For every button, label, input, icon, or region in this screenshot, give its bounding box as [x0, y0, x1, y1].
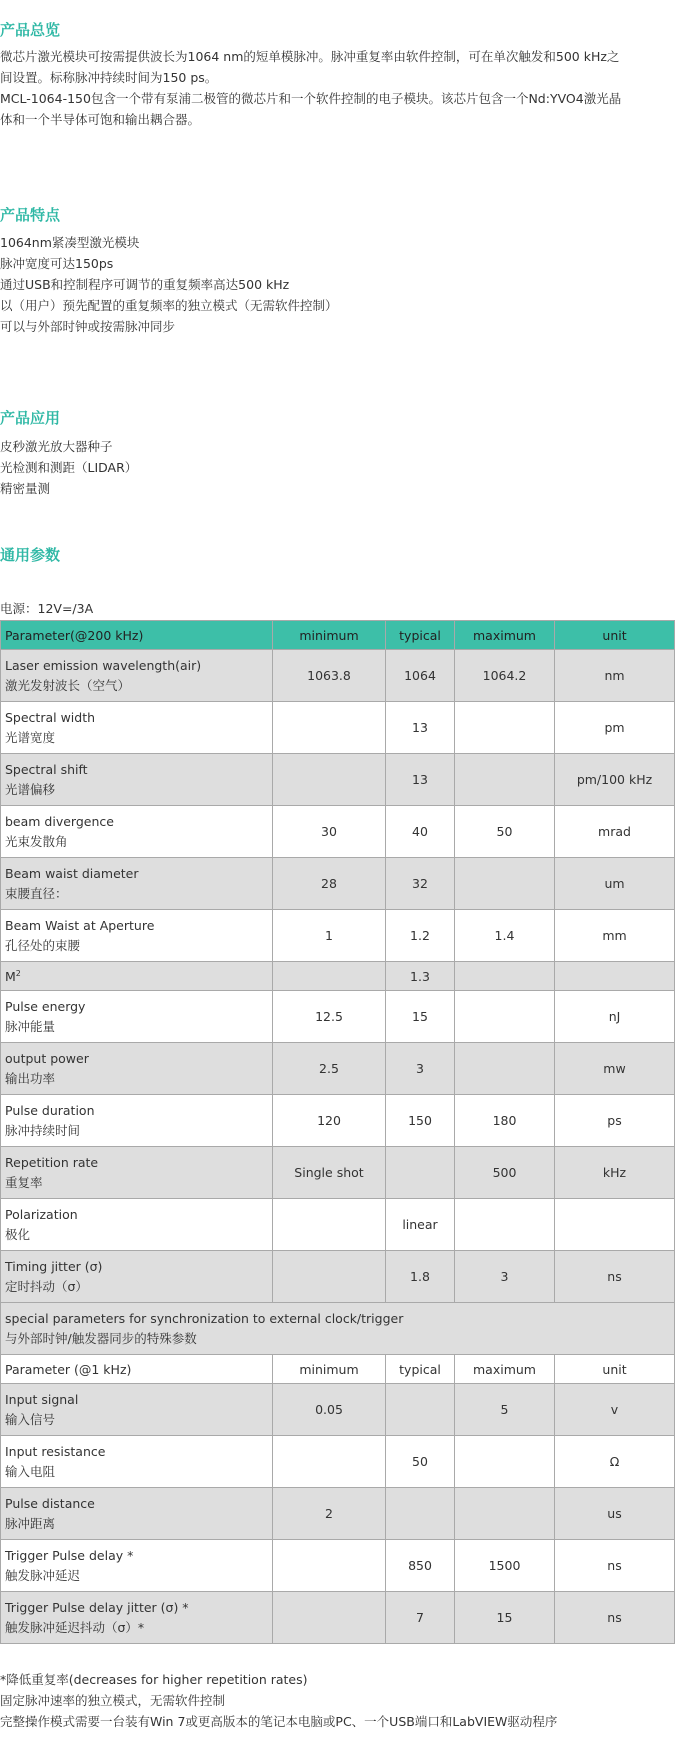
unit-cell: pm/100 kHz [555, 754, 675, 806]
param-name-en [5, 1049, 268, 1069]
param-name-en [5, 1598, 268, 1618]
table-row [1, 1199, 675, 1251]
typical-cell: 1064 [386, 650, 455, 702]
maximum-cell: 3 [455, 1251, 555, 1303]
param-name-cell [1, 702, 273, 754]
param-name-en-text: M [5, 969, 16, 985]
typical-cell [386, 1488, 455, 1540]
header-cell: minimum [273, 621, 386, 650]
typical-cell: 850 [386, 1540, 455, 1592]
feature-item: 可以与外部时钟或按需脉冲同步 [0, 319, 176, 334]
header-cell: maximum [455, 1355, 555, 1384]
unit-cell: nm [555, 650, 675, 702]
power-spec: 电源：12V=/3A [0, 601, 94, 616]
param-name-en-text: Trigger Pulse delay jitter (σ) * [5, 1599, 189, 1615]
unit-cell: nJ [555, 991, 675, 1043]
header-cell: unit [555, 1355, 675, 1384]
typical-cell: 1.2 [386, 910, 455, 962]
unit-cell: mm [555, 910, 675, 962]
param-name-en [5, 760, 268, 780]
minimum-cell [273, 1540, 386, 1592]
param-name-en-text: Pulse energy [5, 998, 86, 1014]
typical-cell: linear [386, 1199, 455, 1251]
header-cell: Parameter(@200 kHz) [1, 621, 273, 650]
param-name-zh: 光束发散角 [5, 833, 68, 849]
unit-cell: ns [555, 1251, 675, 1303]
maximum-cell: 1064.2 [455, 650, 555, 702]
table-row [1, 1043, 675, 1095]
maximum-cell [455, 962, 555, 991]
maximum-cell: 180 [455, 1095, 555, 1147]
param-name-zh: 脉冲距离 [5, 1515, 56, 1531]
param-name-en [5, 1390, 268, 1410]
param-name-zh: 脉冲持续时间 [5, 1122, 81, 1138]
unit-cell: ps [555, 1095, 675, 1147]
param-name-cell [1, 1436, 273, 1488]
maximum-cell [455, 702, 555, 754]
table-row [1, 962, 675, 991]
unit-cell: um [555, 858, 675, 910]
table-row [1, 754, 675, 806]
table-row [1, 1251, 675, 1303]
spec-table [0, 620, 675, 1644]
typical-cell [386, 1147, 455, 1199]
minimum-cell: 28 [273, 858, 386, 910]
feature-item: 以（用户）预先配置的重复频率的独立模式（无需软件控制） [0, 298, 338, 313]
header-cell: unit [555, 621, 675, 650]
param-name-en [5, 1494, 268, 1514]
header-cell: Parameter (@1 kHz) [1, 1355, 273, 1384]
typical-cell [386, 1384, 455, 1436]
param-name-en [5, 1101, 268, 1121]
param-name-en-text: Laser emission wavelength(air) [5, 657, 202, 673]
note-line: 完整操作模式需要一台装有Win 7或更高版本的笔记本电脑或PC、一个USB端口和LabVIEW驱动程序 [0, 1714, 558, 1729]
param-name-cell [1, 910, 273, 962]
table-row [1, 702, 675, 754]
param-name-zh: 束腰直径： [5, 885, 68, 901]
param-name-cell [1, 806, 273, 858]
unit-cell [555, 962, 675, 991]
param-name-en-text: Beam waist diameter [5, 865, 139, 881]
special-params-row [1, 1303, 675, 1355]
table-row [1, 1540, 675, 1592]
param-name-en-text: Input signal [5, 1391, 79, 1407]
table-row [1, 1095, 675, 1147]
application-item: 精密量测 [0, 481, 51, 496]
typical-cell: 7 [386, 1592, 455, 1644]
minimum-cell [273, 1199, 386, 1251]
applications-title: 产品应用 [0, 409, 61, 427]
param-name-zh: 输出功率 [5, 1070, 56, 1086]
param-name-cell [1, 962, 273, 991]
param-name-zh: 定时抖动（σ） [5, 1278, 88, 1294]
special-params-en: special parameters for synchronization to external clock/trigger [5, 1310, 404, 1326]
unit-cell: Ω [555, 1436, 675, 1488]
param-name-en [5, 997, 268, 1017]
typical-cell: 50 [386, 1436, 455, 1488]
params-title: 通用参数 [0, 546, 61, 564]
param-name-en-text: Input resistance [5, 1443, 106, 1459]
param-name-zh: 孔径处的束腰 [5, 937, 81, 953]
maximum-cell [455, 1043, 555, 1095]
table-row [1, 806, 675, 858]
param-name-en [5, 916, 268, 936]
overview-text [0, 46, 670, 130]
param-name-cell [1, 1199, 273, 1251]
table-row [1, 650, 675, 702]
param-name-en-text: Timing jitter (σ) [5, 1258, 103, 1274]
param-name-en-text: Pulse duration [5, 1102, 95, 1118]
param-name-en [5, 1153, 268, 1173]
typical-cell: 13 [386, 702, 455, 754]
maximum-cell [455, 754, 555, 806]
param-name-en-text: Pulse distance [5, 1495, 95, 1511]
maximum-cell: 15 [455, 1592, 555, 1644]
unit-cell: ns [555, 1592, 675, 1644]
param-name-zh: 触发脉冲延迟 [5, 1567, 81, 1583]
param-name-en-text: Polarization [5, 1206, 78, 1222]
minimum-cell [273, 754, 386, 806]
table-row [1, 1488, 675, 1540]
table-row [1, 910, 675, 962]
maximum-cell [455, 1488, 555, 1540]
param-name-zh: 重复率 [5, 1174, 43, 1190]
param-name-zh: 光谱宽度 [5, 729, 56, 745]
minimum-cell [273, 1436, 386, 1488]
maximum-cell [455, 991, 555, 1043]
typical-cell: 3 [386, 1043, 455, 1095]
note-line: *降低重复率(decreases for higher repetition rates) [0, 1672, 308, 1687]
special-params-zh: 与外部时钟/触发器同步的特殊参数 [5, 1330, 197, 1346]
param-name-en [5, 964, 268, 987]
table-row [1, 991, 675, 1043]
note-line: 固定脉冲速率的独立模式，无需软件控制 [0, 1693, 226, 1708]
typical-cell: 1.3 [386, 962, 455, 991]
param-name-en-text: Spectral shift [5, 761, 88, 777]
param-name-zh: 输入电阻 [5, 1463, 56, 1479]
maximum-cell: 50 [455, 806, 555, 858]
minimum-cell: 1 [273, 910, 386, 962]
application-item: 皮秒激光放大器种子 [0, 439, 113, 454]
table-row [1, 1147, 675, 1199]
table-header-2 [1, 1355, 675, 1384]
maximum-cell: 1.4 [455, 910, 555, 962]
minimum-cell [273, 962, 386, 991]
notes [0, 1669, 557, 1732]
minimum-cell: 120 [273, 1095, 386, 1147]
param-name-cell [1, 1043, 273, 1095]
applications-list [0, 436, 137, 499]
minimum-cell: 30 [273, 806, 386, 858]
param-name-cell [1, 991, 273, 1043]
param-name-en [5, 812, 268, 832]
minimum-cell [273, 702, 386, 754]
param-name-zh: 极化 [5, 1226, 31, 1242]
param-name-zh: 输入信号 [5, 1411, 56, 1427]
unit-cell: ns [555, 1540, 675, 1592]
param-name-zh: 光谱偏移 [5, 781, 56, 797]
overview-line: 体和一个半导体可饱和输出耦合器。 [0, 112, 201, 127]
typical-cell: 150 [386, 1095, 455, 1147]
param-name-en [5, 1205, 268, 1225]
unit-cell: v [555, 1384, 675, 1436]
minimum-cell: 2 [273, 1488, 386, 1540]
param-name-en-text: Repetition rate [5, 1154, 99, 1170]
param-name-en [5, 708, 268, 728]
param-name-en [5, 1442, 268, 1462]
param-name-zh: 激光发射波长（空气） [5, 677, 131, 693]
minimum-cell [273, 1251, 386, 1303]
features-list [0, 232, 338, 337]
param-name-en-text: Beam Waist at Aperture [5, 917, 155, 933]
typical-cell: 32 [386, 858, 455, 910]
typical-cell: 40 [386, 806, 455, 858]
maximum-cell [455, 858, 555, 910]
unit-cell: pm [555, 702, 675, 754]
param-name-en-text: beam divergence [5, 813, 114, 829]
unit-cell: kHz [555, 1147, 675, 1199]
param-name-en [5, 864, 268, 884]
application-item: 光检测和测距（LIDAR） [0, 460, 138, 475]
maximum-cell [455, 1199, 555, 1251]
param-name-en [5, 1546, 268, 1566]
param-name-en [5, 656, 268, 676]
typical-cell: 13 [386, 754, 455, 806]
table-header [1, 621, 675, 650]
maximum-cell: 500 [455, 1147, 555, 1199]
param-name-zh: 触发脉冲延迟抖动（σ）* [5, 1619, 145, 1635]
table-row [1, 1384, 675, 1436]
param-name-cell [1, 754, 273, 806]
minimum-cell: 1063.8 [273, 650, 386, 702]
typical-cell: 15 [386, 991, 455, 1043]
minimum-cell [273, 1592, 386, 1644]
header-cell: typical [386, 621, 455, 650]
param-name-cell [1, 1488, 273, 1540]
unit-cell: us [555, 1488, 675, 1540]
feature-item: 1064nm紧凑型激光模块 [0, 235, 140, 250]
unit-cell: mw [555, 1043, 675, 1095]
overview-line: MCL-1064-150包含一个带有泵浦二极管的微芯片和一个软件控制的电子模块。该芯片包含一个Nd:YVO4激光晶 [0, 91, 622, 106]
special-params-cell [1, 1303, 675, 1355]
param-name-en-text: Spectral width [5, 709, 96, 725]
param-name-cell [1, 1384, 273, 1436]
table-row [1, 1436, 675, 1488]
maximum-cell: 1500 [455, 1540, 555, 1592]
minimum-cell: 2.5 [273, 1043, 386, 1095]
superscript: 2 [15, 969, 21, 979]
features-title: 产品特点 [0, 206, 61, 224]
typical-cell: 1.8 [386, 1251, 455, 1303]
header-cell: maximum [455, 621, 555, 650]
param-name-cell [1, 1251, 273, 1303]
overview-line: 间设置。标称脉冲持续时间为150 ps。 [0, 70, 218, 85]
param-name-cell [1, 1540, 273, 1592]
maximum-cell: 5 [455, 1384, 555, 1436]
header-cell: minimum [273, 1355, 386, 1384]
minimum-cell: Single shot [273, 1147, 386, 1199]
unit-cell: mrad [555, 806, 675, 858]
param-name-zh: 脉冲能量 [5, 1018, 56, 1034]
maximum-cell [455, 1436, 555, 1488]
param-name-cell [1, 650, 273, 702]
feature-item: 脉冲宽度可达150ps [0, 256, 114, 271]
param-name-cell [1, 1095, 273, 1147]
minimum-cell: 12.5 [273, 991, 386, 1043]
feature-item: 通过USB和控制程序可调节的重复频率高达500 kHz [0, 277, 290, 292]
param-name-en-text: output power [5, 1050, 89, 1066]
param-name-en-text: Trigger Pulse delay * [5, 1547, 134, 1563]
overview-line: 微芯片激光模块可按需提供波长为1064 nm的短单模脉冲。脉冲重复率由软件控制，可在单次触发和500 kHz之 [0, 49, 620, 64]
minimum-cell: 0.05 [273, 1384, 386, 1436]
param-name-cell [1, 858, 273, 910]
table-row [1, 858, 675, 910]
overview-title: 产品总览 [0, 21, 61, 39]
param-name-cell [1, 1147, 273, 1199]
param-name-en [5, 1257, 268, 1277]
header-cell: typical [386, 1355, 455, 1384]
unit-cell [555, 1199, 675, 1251]
table-row [1, 1592, 675, 1644]
param-name-cell [1, 1592, 273, 1644]
